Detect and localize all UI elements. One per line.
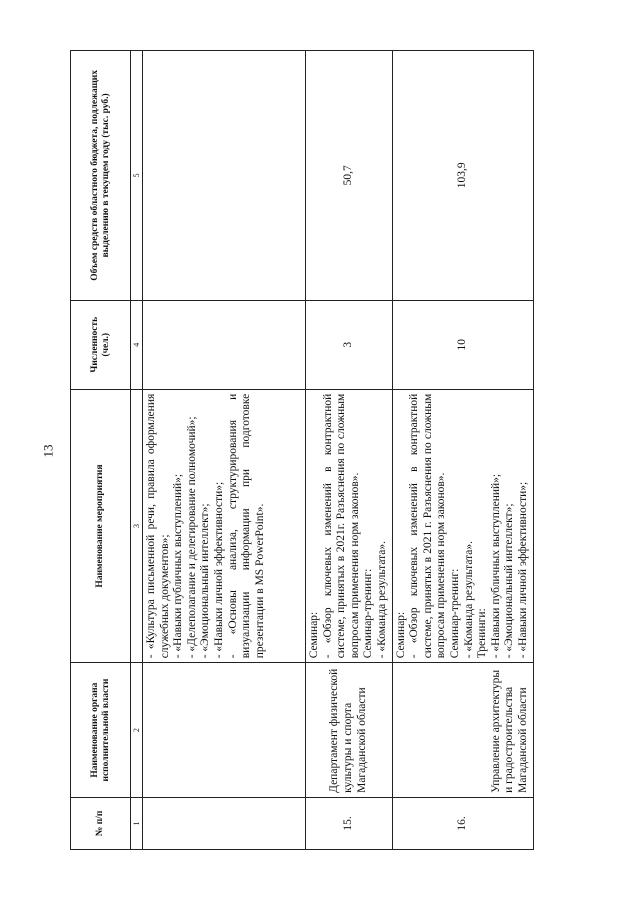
list-item: - «Культура письменной речи, правила оформления служебных документов»;: [145, 393, 171, 659]
list-item: Семинар-тренинг:: [362, 568, 375, 659]
colnum-1: 1: [131, 797, 143, 849]
colnum-5: 5: [131, 51, 143, 301]
row15-num: 15.: [306, 797, 393, 849]
column-numbers-row: [131, 51, 143, 850]
row15-org: Департамент физической культуры и спорта Магаданской области: [306, 663, 393, 798]
row15-count: 3: [306, 300, 393, 389]
colnum-3: 3: [131, 389, 143, 663]
list-item: Семинар:: [394, 611, 407, 659]
table-row: [306, 51, 393, 850]
list-item: - «Навыки личной эффективности»;: [516, 481, 529, 659]
list-item: - «Команда результата».: [375, 540, 388, 659]
list-item: - «Навыки публичных выступлений»;: [172, 473, 185, 659]
list-item: Семинар-тренинг:: [448, 568, 461, 659]
list-item: - «Навыки личной эффективности»;: [212, 481, 225, 659]
list-item: - «Команда результата».: [462, 540, 475, 659]
header-budget: Объем средств областного бюджета, подлежащих выделению в текущем году (тыс. руб.): [71, 51, 131, 301]
list-item: - «Эмоциональный интеллект»;: [503, 503, 516, 659]
header-num: № п/п: [71, 797, 131, 849]
header-row: [71, 51, 131, 850]
row15-budget: 50,7: [306, 51, 393, 301]
row16-events: [392, 389, 533, 663]
row16-num: 16.: [392, 797, 533, 849]
list-item: Семинар:: [308, 611, 320, 659]
header-event: Наименование мероприятия: [71, 389, 131, 663]
list-item: - «Навыки публичных выступлений»;: [489, 473, 502, 659]
list-item: - «Основы анализа, структурирования и визуализации информации при подготовке презентации в MS PowerPoint».: [226, 393, 266, 659]
row16-count: 10: [392, 300, 533, 389]
continuation-row: [143, 51, 306, 850]
rotated-table-container: [70, 50, 630, 850]
list-item: - «Обзор ключевых изменений в контрактной системе, принятых в 2021г. Разъяснения по сложным вопросам применения норм законов».: [321, 393, 361, 659]
colnum-4: 4: [131, 300, 143, 389]
table-row: [392, 51, 533, 850]
row15-events: [306, 389, 393, 663]
list-item: - «Эмоциональный интеллект»;: [199, 503, 212, 659]
continuation-events: [143, 389, 306, 663]
row16-budget: 103,9: [392, 51, 533, 301]
header-org: Наименование органа исполнительной власти: [71, 663, 131, 798]
row16-org: Управление архитектуры и градостроительства Магаданской области: [392, 663, 533, 798]
page-number: 13: [40, 444, 56, 458]
events-table: [70, 50, 534, 850]
header-count: Численность (чел.): [71, 300, 131, 389]
list-item: - «Обзор ключевых изменений в контрактной системе, принятых в 2021 г. Разъяснения по сложным вопросам применения норм законов».: [408, 393, 448, 659]
colnum-2: 2: [131, 663, 143, 798]
list-item: Тренинги:: [476, 608, 489, 659]
list-item: - «Делеполагание и делегирование полномочий»;: [185, 416, 198, 659]
